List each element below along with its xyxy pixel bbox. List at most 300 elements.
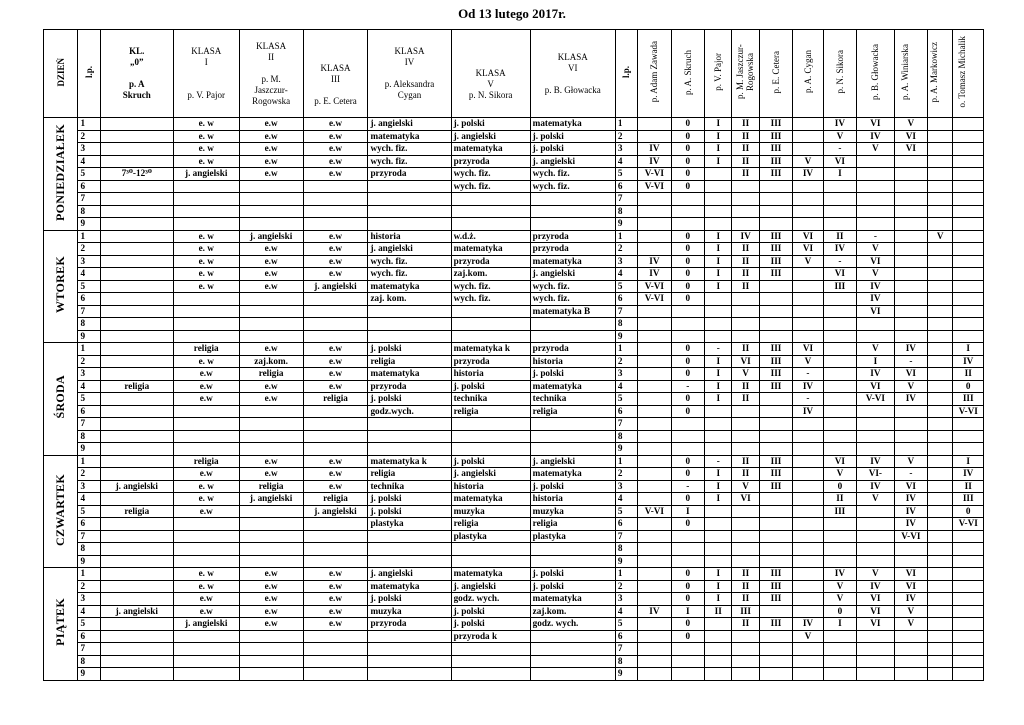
teacher-assignment-cell xyxy=(823,193,856,206)
lesson-number-cell: 1 xyxy=(615,455,637,468)
teacher-assignment-cell: V xyxy=(857,143,895,156)
teacher-assignment-cell: III xyxy=(759,168,792,181)
teacher-assignment-cell xyxy=(793,580,823,593)
teacher-assignment-cell xyxy=(793,480,823,493)
teacher-assignment-cell: I xyxy=(705,368,732,381)
teacher-assignment-cell xyxy=(928,268,953,281)
teacher-assignment-cell xyxy=(705,193,732,206)
table-row xyxy=(44,155,984,168)
teacher-assignment-cell xyxy=(823,643,856,656)
class-subject-cell: matematyka xyxy=(451,493,530,506)
day-name-cell: PIĄTEK xyxy=(44,568,78,681)
teacher-assignment-cell xyxy=(732,180,759,193)
teacher-assignment-cell xyxy=(894,655,927,668)
header-klasa-5: KLASA V p. N. Sikora xyxy=(451,30,530,118)
teacher-assignment-cell: - xyxy=(671,480,704,493)
lesson-number-cell: 3 xyxy=(78,593,100,606)
table-row xyxy=(44,230,984,243)
teacher-assignment-cell: V xyxy=(823,468,856,481)
teacher-assignment-cell: I xyxy=(705,243,732,256)
teacher-assignment-cell xyxy=(953,593,984,606)
class-subject-cell: e.w xyxy=(303,355,368,368)
teacher-assignment-cell xyxy=(823,418,856,431)
class-subject-cell: religia xyxy=(239,368,303,381)
class-subject-cell xyxy=(239,430,303,443)
teacher-assignment-cell: IV xyxy=(857,130,895,143)
lesson-number-cell: 8 xyxy=(78,205,100,218)
teacher-assignment-cell: V xyxy=(793,155,823,168)
teacher-assignment-cell xyxy=(928,505,953,518)
teacher-assignment-cell: II xyxy=(732,130,759,143)
teacher-assignment-cell: III xyxy=(759,480,792,493)
teacher-assignment-cell: 0 xyxy=(671,368,704,381)
teacher-assignment-cell xyxy=(793,505,823,518)
lesson-number-cell: 6 xyxy=(615,518,637,531)
class-subject-cell: przyroda xyxy=(451,255,530,268)
teacher-assignment-cell xyxy=(759,518,792,531)
table-row xyxy=(44,630,984,643)
class-subject-cell xyxy=(100,630,173,643)
class-subject-cell: historia xyxy=(530,355,615,368)
teacher-assignment-cell xyxy=(759,218,792,231)
teacher-assignment-cell xyxy=(928,468,953,481)
teacher-assignment-cell xyxy=(705,168,732,181)
teacher-assignment-cell xyxy=(638,405,671,418)
class-subject-cell xyxy=(368,218,451,231)
lesson-number-cell: 6 xyxy=(615,630,637,643)
teacher-assignment-cell xyxy=(928,668,953,681)
table-row xyxy=(44,418,984,431)
teacher-assignment-cell: II xyxy=(732,380,759,393)
class-subject-cell xyxy=(530,555,615,568)
class-subject-cell: j. polski xyxy=(451,455,530,468)
class-subject-cell: j. polski xyxy=(530,130,615,143)
teacher-assignment-cell xyxy=(823,630,856,643)
teacher-assignment-cell xyxy=(638,555,671,568)
teacher-assignment-cell: 0 xyxy=(671,405,704,418)
teacher-assignment-cell xyxy=(793,530,823,543)
class-subject-cell: j. polski xyxy=(368,505,451,518)
teacher-assignment-cell xyxy=(928,643,953,656)
lesson-number-cell: 3 xyxy=(78,480,100,493)
class-subject-cell: e.w xyxy=(303,468,368,481)
table-row xyxy=(44,593,984,606)
class-subject-cell: matematyka xyxy=(368,280,451,293)
teacher-assignment-cell xyxy=(759,280,792,293)
teacher-assignment-cell xyxy=(928,318,953,331)
class-subject-cell xyxy=(368,543,451,556)
teacher-assignment-cell: IV xyxy=(823,118,856,131)
class-subject-cell: e.w xyxy=(239,455,303,468)
class-subject-cell: wych. fiz. xyxy=(368,155,451,168)
teacher-assignment-cell xyxy=(671,218,704,231)
class-subject-cell xyxy=(451,193,530,206)
teacher-assignment-cell: - xyxy=(671,380,704,393)
teacher-assignment-cell: V xyxy=(793,630,823,643)
class-subject-cell xyxy=(239,543,303,556)
teacher-assignment-cell xyxy=(793,668,823,681)
class-subject-cell: przyroda xyxy=(368,618,451,631)
table-row xyxy=(44,618,984,631)
teacher-assignment-cell: II xyxy=(732,118,759,131)
teacher-assignment-cell xyxy=(638,330,671,343)
teacher-assignment-cell: V-VI xyxy=(638,293,671,306)
class-subject-cell xyxy=(239,555,303,568)
teacher-assignment-cell xyxy=(793,443,823,456)
class-subject-cell: wych. fiz. xyxy=(530,293,615,306)
teacher-assignment-cell: II xyxy=(732,393,759,406)
class-subject-cell: matematyka k xyxy=(451,343,530,356)
lesson-number-cell: 4 xyxy=(615,155,637,168)
lesson-number-cell: 4 xyxy=(78,493,100,506)
class-subject-cell: e.w xyxy=(303,480,368,493)
teacher-assignment-cell: 0 xyxy=(671,455,704,468)
class-subject-cell xyxy=(173,518,239,531)
teacher-assignment-cell xyxy=(793,543,823,556)
teacher-assignment-cell xyxy=(759,655,792,668)
teacher-assignment-cell xyxy=(928,293,953,306)
teacher-assignment-cell xyxy=(823,380,856,393)
lesson-number-cell: 9 xyxy=(78,555,100,568)
class-subject-cell: j. angielski xyxy=(173,168,239,181)
class-subject-cell xyxy=(368,430,451,443)
class-subject-cell xyxy=(100,493,173,506)
class-subject-cell: matematyka B xyxy=(530,305,615,318)
class-subject-cell xyxy=(368,655,451,668)
class-subject-cell xyxy=(239,518,303,531)
teacher-assignment-cell xyxy=(793,143,823,156)
class-subject-cell xyxy=(451,218,530,231)
class-subject-cell: wych. fiz. xyxy=(451,168,530,181)
teacher-assignment-cell xyxy=(705,205,732,218)
class-subject-cell: religia xyxy=(451,518,530,531)
class-subject-cell: e.w xyxy=(239,618,303,631)
teacher-assignment-cell xyxy=(793,130,823,143)
teacher-assignment-cell: III xyxy=(759,368,792,381)
teacher-assignment-cell: III xyxy=(759,230,792,243)
class-subject-cell: j. polski xyxy=(530,480,615,493)
teacher-assignment-cell xyxy=(732,405,759,418)
lesson-number-cell: 8 xyxy=(78,318,100,331)
teacher-assignment-cell xyxy=(928,530,953,543)
lesson-number-cell: 3 xyxy=(615,368,637,381)
teacher-assignment-cell: III xyxy=(759,243,792,256)
class-subject-cell xyxy=(100,155,173,168)
class-subject-cell xyxy=(303,205,368,218)
table-row xyxy=(44,530,984,543)
teacher-assignment-cell xyxy=(793,218,823,231)
teacher-assignment-cell: V xyxy=(894,118,927,131)
teacher-assignment-cell: VI xyxy=(894,368,927,381)
class-subject-cell: e.w xyxy=(303,143,368,156)
class-subject-cell: j. polski xyxy=(368,493,451,506)
teacher-assignment-cell xyxy=(823,218,856,231)
teacher-assignment-cell: VI xyxy=(894,480,927,493)
lesson-number-cell: 9 xyxy=(615,668,637,681)
teacher-assignment-cell xyxy=(823,543,856,556)
teacher-assignment-cell xyxy=(732,218,759,231)
teacher-assignment-cell: IV xyxy=(894,343,927,356)
table-row xyxy=(44,130,984,143)
table-row xyxy=(44,205,984,218)
teacher-assignment-cell: III xyxy=(759,343,792,356)
class-subject-cell: j. polski xyxy=(368,393,451,406)
teacher-assignment-cell xyxy=(793,330,823,343)
class-subject-cell: technika xyxy=(451,393,530,406)
teacher-assignment-cell: V-VI xyxy=(638,280,671,293)
teacher-assignment-cell: II xyxy=(953,368,984,381)
lesson-number-cell: 8 xyxy=(615,430,637,443)
class-subject-cell xyxy=(100,130,173,143)
class-subject-cell xyxy=(239,443,303,456)
teacher-assignment-cell: V xyxy=(857,343,895,356)
header-klasa-6: KLASA VI p. B. Głowacka xyxy=(530,30,615,118)
teacher-assignment-cell xyxy=(705,655,732,668)
teacher-assignment-cell xyxy=(759,530,792,543)
teacher-assignment-cell xyxy=(732,305,759,318)
teacher-assignment-cell xyxy=(857,518,895,531)
class-subject-cell: e. w xyxy=(173,143,239,156)
teacher-assignment-cell: V xyxy=(894,618,927,631)
teacher-assignment-cell xyxy=(953,430,984,443)
teacher-assignment-cell xyxy=(638,630,671,643)
teacher-assignment-cell: V-VI xyxy=(638,505,671,518)
teacher-assignment-cell xyxy=(894,405,927,418)
class-subject-cell xyxy=(303,405,368,418)
class-subject-cell xyxy=(303,330,368,343)
teacher-assignment-cell: II xyxy=(732,243,759,256)
teacher-assignment-cell xyxy=(857,630,895,643)
class-subject-cell: e.w xyxy=(173,380,239,393)
class-subject-cell xyxy=(368,530,451,543)
teacher-assignment-cell xyxy=(759,205,792,218)
teacher-assignment-cell: II xyxy=(732,468,759,481)
teacher-assignment-cell xyxy=(638,343,671,356)
class-subject-cell xyxy=(173,293,239,306)
teacher-assignment-cell xyxy=(823,330,856,343)
teacher-assignment-cell xyxy=(638,568,671,581)
lesson-number-cell: 7 xyxy=(78,305,100,318)
teacher-assignment-cell xyxy=(759,443,792,456)
class-subject-cell xyxy=(303,193,368,206)
class-subject-cell: e.w xyxy=(239,468,303,481)
teacher-assignment-cell: V-VI xyxy=(638,168,671,181)
teacher-assignment-cell: II xyxy=(953,480,984,493)
teacher-assignment-cell xyxy=(638,193,671,206)
class-subject-cell xyxy=(368,418,451,431)
teacher-assignment-cell: VI xyxy=(894,130,927,143)
class-subject-cell xyxy=(368,668,451,681)
class-subject-cell: matematyka xyxy=(530,255,615,268)
teacher-assignment-cell: IV xyxy=(857,293,895,306)
class-subject-cell xyxy=(368,555,451,568)
teacher-assignment-cell xyxy=(638,393,671,406)
teacher-assignment-cell: IV xyxy=(638,605,671,618)
table-row xyxy=(44,493,984,506)
teacher-assignment-cell: VI xyxy=(793,243,823,256)
teacher-assignment-cell xyxy=(759,193,792,206)
class-subject-cell: j. angielski xyxy=(173,618,239,631)
teacher-assignment-cell xyxy=(894,443,927,456)
class-subject-cell: j. angielski xyxy=(530,268,615,281)
teacher-assignment-cell xyxy=(638,305,671,318)
class-subject-cell: e.w xyxy=(303,243,368,256)
teacher-assignment-cell xyxy=(894,205,927,218)
teacher-assignment-cell xyxy=(732,205,759,218)
teacher-assignment-cell xyxy=(928,255,953,268)
class-subject-cell: religia xyxy=(173,455,239,468)
lesson-number-cell: 5 xyxy=(78,280,100,293)
class-subject-cell xyxy=(100,568,173,581)
teacher-assignment-cell: 0 xyxy=(671,168,704,181)
teacher-assignment-cell: 0 xyxy=(671,618,704,631)
class-subject-cell: j. angielski xyxy=(303,505,368,518)
teacher-assignment-cell xyxy=(759,305,792,318)
teacher-assignment-cell xyxy=(732,418,759,431)
teacher-assignment-cell xyxy=(953,305,984,318)
teacher-assignment-cell xyxy=(894,218,927,231)
teacher-assignment-cell xyxy=(894,543,927,556)
teacher-assignment-cell: VI xyxy=(857,118,895,131)
class-subject-cell: j. angielski xyxy=(530,455,615,468)
teacher-assignment-cell xyxy=(705,530,732,543)
class-subject-cell xyxy=(173,405,239,418)
lesson-number-cell: 5 xyxy=(615,505,637,518)
class-subject-cell: przyroda xyxy=(451,155,530,168)
teacher-assignment-cell xyxy=(671,305,704,318)
table-row xyxy=(44,480,984,493)
class-subject-cell xyxy=(100,393,173,406)
teacher-assignment-cell xyxy=(953,655,984,668)
class-subject-cell xyxy=(100,118,173,131)
class-subject-cell xyxy=(451,555,530,568)
teacher-assignment-cell: III xyxy=(759,130,792,143)
header-row xyxy=(44,30,984,118)
table-row xyxy=(44,143,984,156)
day-name-cell: ŚRODA xyxy=(44,343,78,456)
class-subject-cell: j. angielski xyxy=(530,155,615,168)
teacher-assignment-cell xyxy=(857,643,895,656)
class-subject-cell: e. w xyxy=(173,268,239,281)
class-subject-cell xyxy=(530,655,615,668)
teacher-assignment-cell: IV xyxy=(823,568,856,581)
teacher-assignment-cell: 0 xyxy=(671,118,704,131)
lesson-number-cell: 4 xyxy=(615,268,637,281)
teacher-assignment-cell: III xyxy=(759,143,792,156)
teacher-assignment-cell xyxy=(638,243,671,256)
teacher-assignment-cell: II xyxy=(823,230,856,243)
class-subject-cell xyxy=(100,405,173,418)
lesson-number-cell: 1 xyxy=(615,118,637,131)
teacher-assignment-cell: II xyxy=(732,568,759,581)
class-subject-cell: e.w xyxy=(303,130,368,143)
teacher-assignment-cell xyxy=(857,668,895,681)
teacher-assignment-cell xyxy=(953,643,984,656)
teacher-assignment-cell xyxy=(732,518,759,531)
class-subject-cell xyxy=(100,618,173,631)
header-klasa-2: KLASA II p. M. Jaszczur- Rogowska xyxy=(239,30,303,118)
teacher-assignment-cell: 0 xyxy=(953,380,984,393)
class-subject-cell xyxy=(173,418,239,431)
teacher-assignment-cell: III xyxy=(732,605,759,618)
teacher-assignment-cell xyxy=(928,630,953,643)
class-subject-cell: e. w xyxy=(173,480,239,493)
teacher-assignment-cell xyxy=(732,293,759,306)
class-subject-cell xyxy=(303,218,368,231)
lesson-number-cell: 9 xyxy=(78,330,100,343)
class-subject-cell: j. polski xyxy=(530,568,615,581)
class-subject-cell: e.w xyxy=(173,605,239,618)
teacher-assignment-cell xyxy=(671,330,704,343)
class-subject-cell: e. w xyxy=(173,355,239,368)
teacher-assignment-cell: I xyxy=(705,143,732,156)
class-subject-cell: j. angielski xyxy=(368,568,451,581)
teacher-assignment-cell xyxy=(857,180,895,193)
class-subject-cell: e.w xyxy=(303,343,368,356)
teacher-assignment-cell xyxy=(953,530,984,543)
teacher-assignment-cell xyxy=(823,430,856,443)
class-subject-cell: historia xyxy=(451,368,530,381)
class-subject-cell xyxy=(530,330,615,343)
teacher-assignment-cell xyxy=(705,405,732,418)
class-subject-cell xyxy=(530,318,615,331)
teacher-assignment-cell: II xyxy=(732,455,759,468)
teacher-assignment-cell: I xyxy=(705,568,732,581)
teacher-assignment-cell xyxy=(793,205,823,218)
teacher-assignment-cell xyxy=(857,168,895,181)
teacher-assignment-cell: VI xyxy=(793,343,823,356)
class-subject-cell xyxy=(239,655,303,668)
class-subject-cell: religia xyxy=(303,493,368,506)
lesson-number-cell: 2 xyxy=(615,580,637,593)
teacher-assignment-cell xyxy=(793,305,823,318)
class-subject-cell: matematyka xyxy=(530,380,615,393)
teacher-assignment-cell: V xyxy=(928,230,953,243)
teacher-assignment-cell xyxy=(894,318,927,331)
teacher-assignment-cell xyxy=(953,168,984,181)
teacher-assignment-cell xyxy=(857,505,895,518)
class-subject-cell: e. w xyxy=(173,493,239,506)
teacher-assignment-cell xyxy=(671,643,704,656)
class-subject-cell xyxy=(368,193,451,206)
class-subject-cell: e. w xyxy=(173,155,239,168)
teacher-assignment-cell: I xyxy=(705,468,732,481)
teacher-assignment-cell xyxy=(857,318,895,331)
class-subject-cell: e.w xyxy=(239,280,303,293)
class-subject-cell xyxy=(530,418,615,431)
class-subject-cell xyxy=(303,443,368,456)
teacher-assignment-cell: - xyxy=(705,455,732,468)
class-subject-cell xyxy=(100,468,173,481)
class-subject-cell xyxy=(239,205,303,218)
lesson-number-cell: 7 xyxy=(78,418,100,431)
teacher-assignment-cell xyxy=(638,543,671,556)
teacher-assignment-cell xyxy=(857,330,895,343)
teacher-assignment-cell: I xyxy=(705,255,732,268)
teacher-assignment-cell: I xyxy=(823,168,856,181)
class-subject-cell xyxy=(239,630,303,643)
class-subject-cell: religia xyxy=(530,518,615,531)
teacher-assignment-cell xyxy=(638,455,671,468)
class-subject-cell: j. polski xyxy=(451,605,530,618)
class-subject-cell xyxy=(173,543,239,556)
teacher-assignment-cell xyxy=(953,218,984,231)
class-subject-cell: godz. wych. xyxy=(530,618,615,631)
class-subject-cell xyxy=(100,305,173,318)
class-subject-cell: technika xyxy=(368,480,451,493)
class-subject-cell xyxy=(239,180,303,193)
class-subject-cell xyxy=(303,530,368,543)
